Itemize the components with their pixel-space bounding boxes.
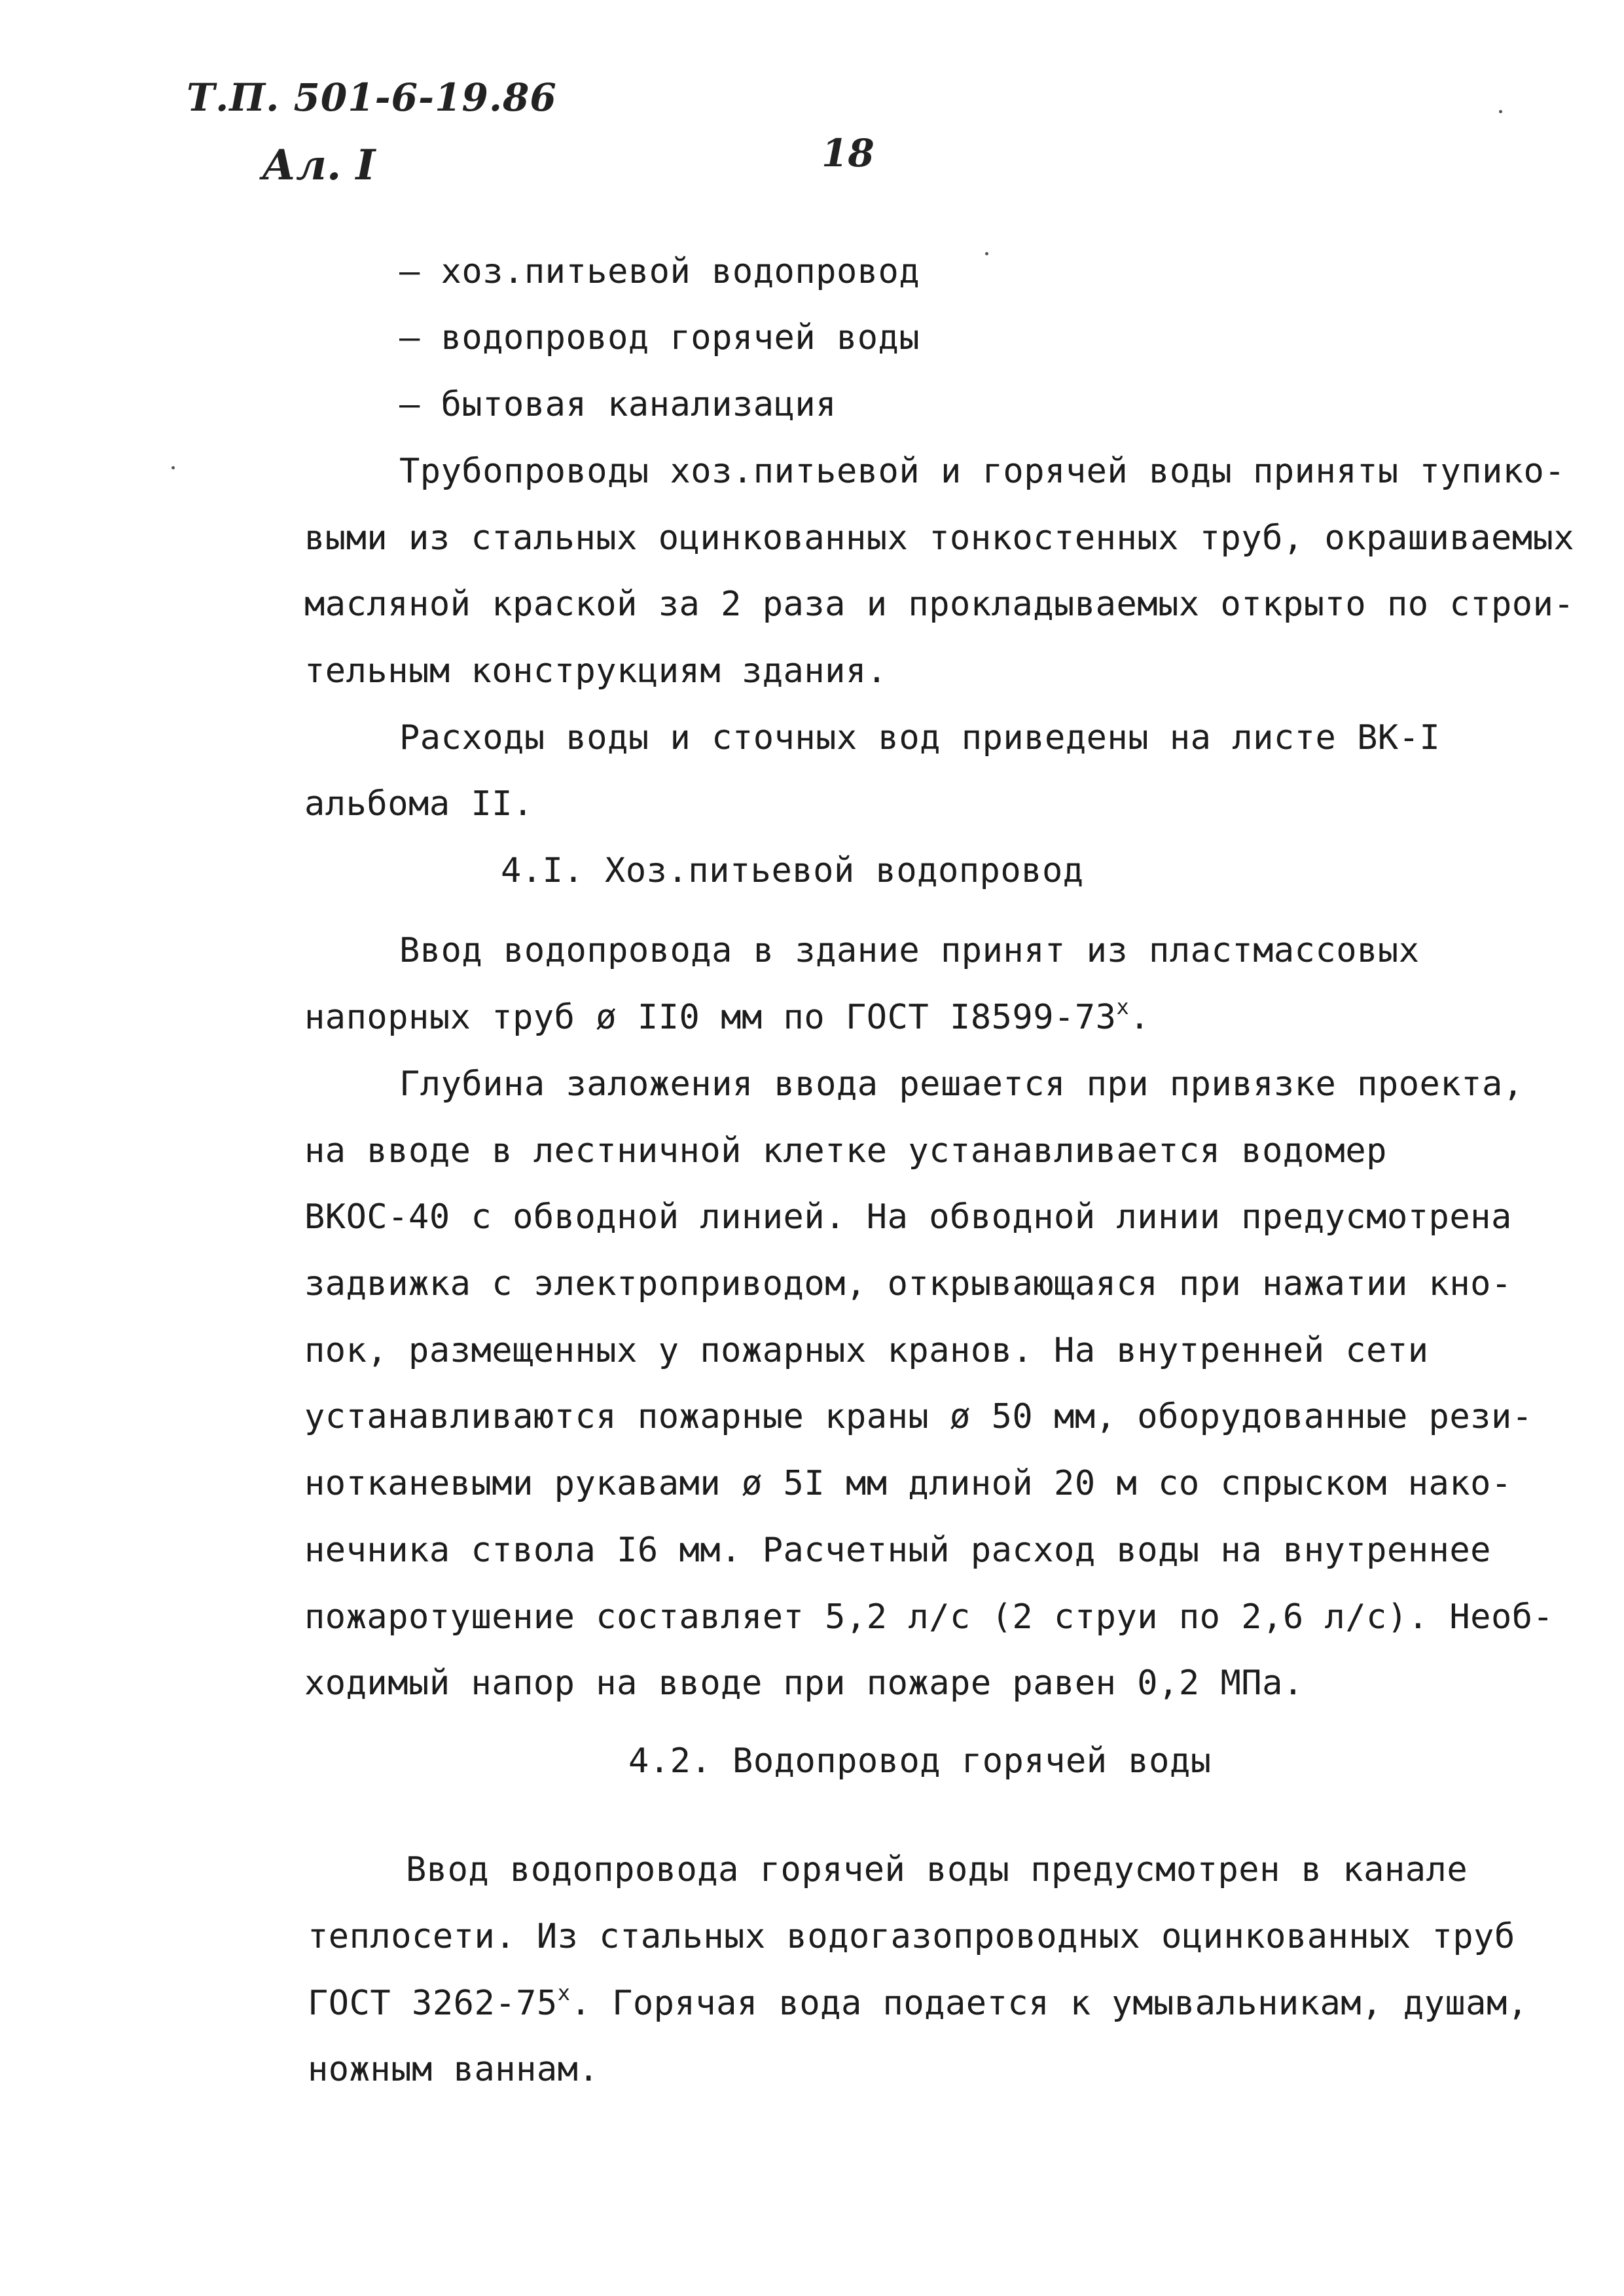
superscript: x xyxy=(557,1980,571,2005)
line-end: . xyxy=(1129,998,1151,1037)
paragraph-line: теплосети. Из стальных водогазопроводных оцинкованных труб xyxy=(308,1917,1515,1956)
speck xyxy=(985,252,988,255)
paragraph-line: Трубопроводы хоз.питьевой и горячей воды приняты тупико- xyxy=(399,452,1566,491)
paragraph-line: Расходы воды и сточных вод приведены на листе ВК-I xyxy=(399,718,1441,757)
paragraph-line: ходимый напор на вводе при пожаре равен 0,2 МПа. xyxy=(304,1664,1304,1703)
speck xyxy=(171,466,175,469)
list-item: – бытовая канализация xyxy=(399,385,837,424)
superscript: x xyxy=(1116,994,1130,1019)
line-text: ГОСТ 3262-75 xyxy=(308,1984,558,2023)
page-number: 18 xyxy=(821,131,875,175)
list-item: – водопровод горячей воды xyxy=(399,318,920,357)
line-text: напорных труб ø II0 мм по ГОСТ I8599-73 xyxy=(304,998,1117,1037)
paragraph-line: на вводе в лестничной клетке устанавливается водомер xyxy=(304,1131,1387,1171)
paragraph-line: тельным конструкциям здания. xyxy=(304,651,888,691)
line-end: . Горячая вода подается к умывальникам, душам, xyxy=(570,1984,1528,2023)
speck xyxy=(1499,110,1502,113)
project-code-stamp: Т.П. 501-6-19.86 xyxy=(187,75,557,120)
paragraph-line: ВКОС-40 с обводной линией. На обводной линии предусмотрена xyxy=(304,1197,1512,1237)
paragraph-line: Глубина заложения ввода решается при привязке проекта, xyxy=(399,1065,1524,1104)
paragraph-line: устанавливаются пожарные краны ø 50 мм, оборудованные рези- xyxy=(304,1397,1533,1436)
paragraph-line: альбома II. xyxy=(304,784,533,824)
paragraph-line: Ввод водопровода в здание принят из пластмассовых xyxy=(399,931,1420,970)
paragraph-line: нечника ствола I6 мм. Расчетный расход воды на внутреннее xyxy=(304,1531,1491,1570)
paragraph-line: задвижка с электроприводом, открывающаяся при нажатии кно- xyxy=(304,1264,1512,1303)
paragraph-line: выми из стальных оцинкованных тонкостенных труб, окрашиваемых xyxy=(304,519,1575,558)
paragraph-line xyxy=(308,1980,1528,2027)
paragraph-line: масляной краской за 2 раза и прокладываемых открыто по строи- xyxy=(304,585,1575,624)
list-item: – хоз.питьевой водопровод xyxy=(399,252,920,291)
section-heading: 4.2. Водопровод горячей воды xyxy=(628,1741,1212,1781)
album-stamp: Ал. I xyxy=(262,141,376,190)
paragraph-line: Ввод водопровода горячей воды предусмотрен в канале xyxy=(406,1850,1468,1889)
section-heading: 4.I. Хоз.питьевой водопровод xyxy=(501,851,1084,890)
paragraph-line xyxy=(304,994,1151,1041)
paragraph-line: нотканевыми рукавами ø 5I мм длиной 20 м со спрыском нако- xyxy=(304,1464,1512,1503)
paragraph-line: ножным ваннам. xyxy=(308,2050,600,2089)
paragraph-line: пожаротушение составляет 5,2 л/с (2 струи по 2,6 л/с). Необ- xyxy=(304,1597,1554,1637)
paragraph-line: пок, размещенных у пожарных кранов. На внутренней сети xyxy=(304,1331,1429,1370)
